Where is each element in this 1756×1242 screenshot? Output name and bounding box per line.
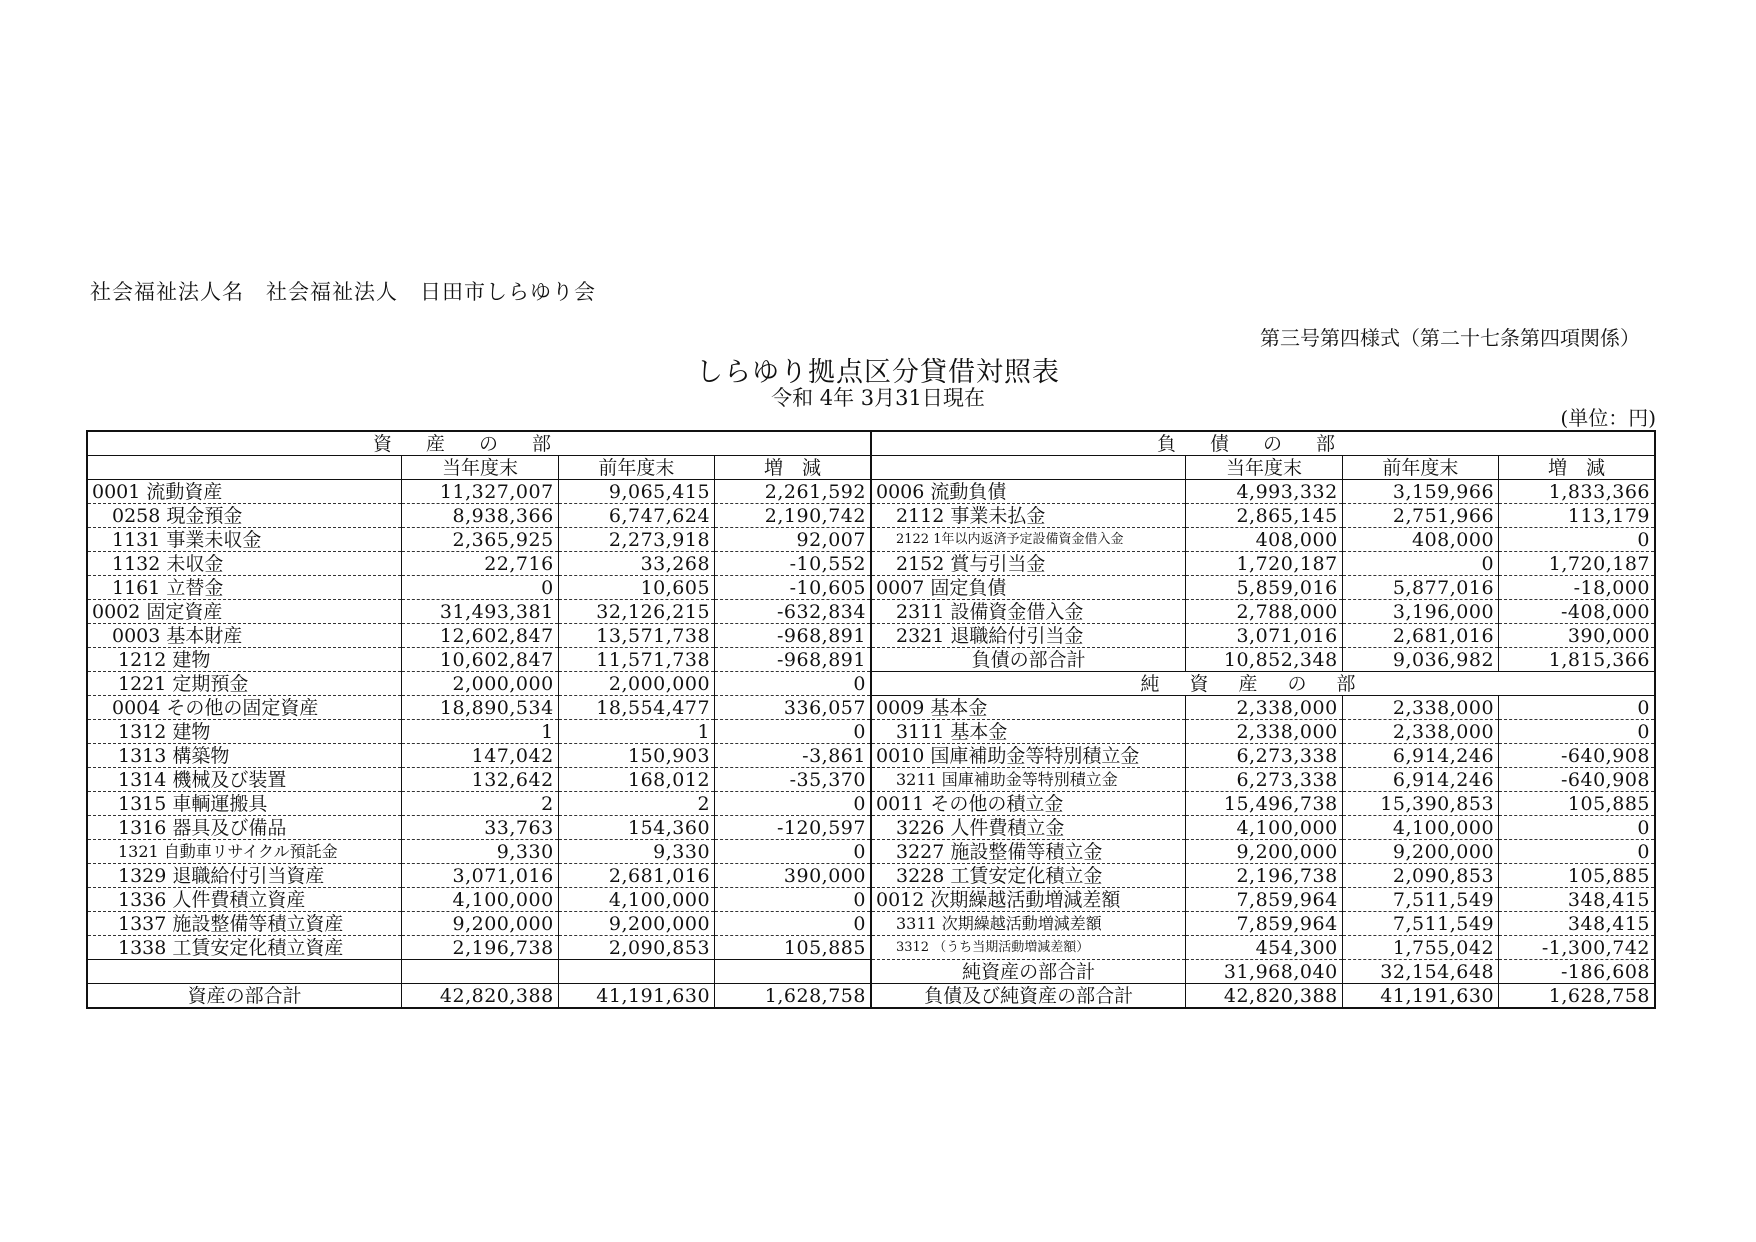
asset-prev-cell: 32,126,215 xyxy=(558,600,714,624)
liability-diff-cell: 113,179 xyxy=(1499,504,1655,528)
liability-name-cell: 3226 人件費積立金 xyxy=(871,816,1186,840)
liability-diff-cell: 348,415 xyxy=(1499,888,1655,912)
liability-net-total-current: 42,820,388 xyxy=(1186,984,1342,1009)
liability-cur-cell: 2,788,000 xyxy=(1186,600,1342,624)
liability-name-cell: 3211 国庫補助金等特別積立金 xyxy=(871,768,1186,792)
asset-cur-cell: 11,327,007 xyxy=(402,480,558,504)
liability-prev-cell: 9,200,000 xyxy=(1342,840,1498,864)
liability-section-header: 負債の部 xyxy=(871,431,1655,456)
liability-prev-cell: 3,159,966 xyxy=(1342,480,1498,504)
asset-name-cell: 1329 退職給付引当資産 xyxy=(87,864,402,888)
asset-prev-cell: 33,268 xyxy=(558,552,714,576)
asset-diff-cell: 336,057 xyxy=(715,696,871,720)
section-header-row xyxy=(87,431,1655,456)
liability-name-cell: 0007 固定負債 xyxy=(871,576,1186,600)
asset-diff-cell: 0 xyxy=(715,840,871,864)
asset-total-previous: 41,191,630 xyxy=(558,984,714,1009)
asset-cur-cell: 22,716 xyxy=(402,552,558,576)
asset-prev-cell: 13,571,738 xyxy=(558,624,714,648)
liability-diff-cell: 105,885 xyxy=(1499,864,1655,888)
asset-prev-cell xyxy=(558,960,714,984)
asset-cur-cell: 9,200,000 xyxy=(402,912,558,936)
asset-prev-cell: 2,000,000 xyxy=(558,672,714,696)
table-row xyxy=(87,744,1655,768)
asset-name-cell: 1316 器具及び備品 xyxy=(87,816,402,840)
asset-name-cell: 1131 事業未収金 xyxy=(87,528,402,552)
unit-label: (単位：円) xyxy=(1560,406,1656,430)
asset-cur-cell: 132,642 xyxy=(402,768,558,792)
liability-net-total-previous: 41,191,630 xyxy=(1342,984,1498,1009)
asset-name-cell: 0258 現金預金 xyxy=(87,504,402,528)
liability-cur-cell: 5,859,016 xyxy=(1186,576,1342,600)
asset-diff-cell: -10,552 xyxy=(715,552,871,576)
asset-prev-cell: 9,330 xyxy=(558,840,714,864)
liability-prev-cell: 32,154,648 xyxy=(1342,960,1498,984)
liability-name-cell: 0011 その他の積立金 xyxy=(871,792,1186,816)
liability-cur-cell: 2,338,000 xyxy=(1186,720,1342,744)
asset-cur-cell: 147,042 xyxy=(402,744,558,768)
asset-cur-cell: 33,763 xyxy=(402,816,558,840)
liability-name-cell: 2321 退職給付引当金 xyxy=(871,624,1186,648)
asset-cur-cell: 9,330 xyxy=(402,840,558,864)
asset-prev-cell: 4,100,000 xyxy=(558,888,714,912)
asset-name-cell xyxy=(87,960,402,984)
document-title: しらゆり拠点区分貸借対照表 xyxy=(696,357,1060,388)
liability-name-cell: 2311 設備資金借入金 xyxy=(871,600,1186,624)
liability-cur-cell: 10,852,348 xyxy=(1186,648,1342,672)
liability-cur-cell: 2,865,145 xyxy=(1186,504,1342,528)
liability-prev-cell: 2,338,000 xyxy=(1342,696,1498,720)
liability-diff-cell: 0 xyxy=(1499,696,1655,720)
asset-cur-cell: 4,100,000 xyxy=(402,888,558,912)
asset-diff-cell: 105,885 xyxy=(715,936,871,960)
liability-cur-cell: 6,273,338 xyxy=(1186,744,1342,768)
asset-prev-cell: 154,360 xyxy=(558,816,714,840)
liability-diff-cell: 1,815,366 xyxy=(1499,648,1655,672)
asset-cur-cell: 3,071,016 xyxy=(402,864,558,888)
liability-cur-cell: 15,496,738 xyxy=(1186,792,1342,816)
asset-cur-cell: 12,602,847 xyxy=(402,624,558,648)
liability-prev-cell: 3,196,000 xyxy=(1342,600,1498,624)
asset-cur-cell: 0 xyxy=(402,576,558,600)
asset-diff-cell: -968,891 xyxy=(715,624,871,648)
liability-diff-cell: 1,833,366 xyxy=(1499,480,1655,504)
asset-prev-cell: 11,571,738 xyxy=(558,648,714,672)
asset-total-change: 1,628,758 xyxy=(715,984,871,1009)
asset-diff-cell: -10,605 xyxy=(715,576,871,600)
asset-diff-cell: -35,370 xyxy=(715,768,871,792)
asset-diff-cell: -632,834 xyxy=(715,600,871,624)
asset-name-cell: 1313 構築物 xyxy=(87,744,402,768)
liability-name-cell: 純資産の部合計 xyxy=(871,960,1186,984)
asset-diff-cell: 2,190,742 xyxy=(715,504,871,528)
asset-prev-cell: 6,747,624 xyxy=(558,504,714,528)
table-row xyxy=(87,624,1655,648)
liability-prev-cell: 5,877,016 xyxy=(1342,576,1498,600)
asset-name-cell: 1336 人件費積立資産 xyxy=(87,888,402,912)
asset-name-cell: 1312 建物 xyxy=(87,720,402,744)
liability-prev-cell: 2,090,853 xyxy=(1342,864,1498,888)
liability-prev-cell: 2,751,966 xyxy=(1342,504,1498,528)
asset-total-current: 42,820,388 xyxy=(402,984,558,1009)
asset-name-cell: 0004 その他の固定資産 xyxy=(87,696,402,720)
table-row xyxy=(87,864,1655,888)
asset-prev-cell: 168,012 xyxy=(558,768,714,792)
asset-diff-cell: 0 xyxy=(715,792,871,816)
liability-prev-cell: 0 xyxy=(1342,552,1498,576)
asset-prev-cell: 9,065,415 xyxy=(558,480,714,504)
asset-cur-cell: 1 xyxy=(402,720,558,744)
table-row xyxy=(87,672,1655,696)
liability-prev-cell: 4,100,000 xyxy=(1342,816,1498,840)
liability-cur-cell: 2,196,738 xyxy=(1186,864,1342,888)
asset-name-cell: 0001 流動資産 xyxy=(87,480,402,504)
asset-name-cell: 1315 車輌運搬具 xyxy=(87,792,402,816)
table-row xyxy=(87,696,1655,720)
asset-previous-header: 前年度末 xyxy=(558,456,714,480)
totals-row xyxy=(87,984,1655,1009)
liability-prev-cell: 6,914,246 xyxy=(1342,768,1498,792)
liability-diff-cell: -18,000 xyxy=(1499,576,1655,600)
asset-name-header xyxy=(87,456,402,480)
liability-diff-cell: -186,608 xyxy=(1499,960,1655,984)
liability-prev-cell: 7,511,549 xyxy=(1342,912,1498,936)
liability-name-cell: 2122 1年以内返済予定設備資金借入金 xyxy=(871,528,1186,552)
liability-diff-cell: 390,000 xyxy=(1499,624,1655,648)
table-row xyxy=(87,816,1655,840)
balance-sheet-table xyxy=(86,430,1656,1009)
liability-cur-cell: 4,993,332 xyxy=(1186,480,1342,504)
table-row xyxy=(87,552,1655,576)
column-header-row xyxy=(87,456,1655,480)
asset-prev-cell: 2,090,853 xyxy=(558,936,714,960)
asset-change-header: 増 減 xyxy=(715,456,871,480)
asset-name-cell: 0003 基本財産 xyxy=(87,624,402,648)
asset-name-cell: 1321 自動車リサイクル預託金 xyxy=(87,840,402,864)
asset-diff-cell: 2,261,592 xyxy=(715,480,871,504)
table-row xyxy=(87,480,1655,504)
liability-name-cell: 0006 流動負債 xyxy=(871,480,1186,504)
table-row xyxy=(87,840,1655,864)
liability-prev-cell: 9,036,982 xyxy=(1342,648,1498,672)
liability-prev-cell: 408,000 xyxy=(1342,528,1498,552)
liability-diff-cell: -640,908 xyxy=(1499,768,1655,792)
asset-diff-cell: 0 xyxy=(715,672,871,696)
liability-current-header: 当年度末 xyxy=(1186,456,1342,480)
asset-cur-cell: 2,000,000 xyxy=(402,672,558,696)
table-row xyxy=(87,912,1655,936)
asset-diff-cell: 390,000 xyxy=(715,864,871,888)
liability-cur-cell: 454,300 xyxy=(1186,936,1342,960)
asset-name-cell: 1338 工賃安定化積立資産 xyxy=(87,936,402,960)
asset-prev-cell: 150,903 xyxy=(558,744,714,768)
asset-section-header: 資産の部 xyxy=(87,431,871,456)
asset-name-cell: 1314 機械及び装置 xyxy=(87,768,402,792)
asset-name-cell: 1337 施設整備等積立資産 xyxy=(87,912,402,936)
asset-name-cell: 1221 定期預金 xyxy=(87,672,402,696)
liability-cur-cell: 7,859,964 xyxy=(1186,888,1342,912)
liability-name-header xyxy=(871,456,1186,480)
liability-cur-cell: 9,200,000 xyxy=(1186,840,1342,864)
liability-net-total-change: 1,628,758 xyxy=(1499,984,1655,1009)
liability-prev-cell: 2,681,016 xyxy=(1342,624,1498,648)
table-row xyxy=(87,576,1655,600)
form-reference: 第三号第四様式（第二十七条第四項関係） xyxy=(1260,326,1640,350)
liability-name-cell: 0009 基本金 xyxy=(871,696,1186,720)
asset-cur-cell xyxy=(402,960,558,984)
liability-cur-cell: 31,968,040 xyxy=(1186,960,1342,984)
organization-name: 社会福祉法人名 社会福祉法人 日田市しらゆり会 xyxy=(90,280,596,304)
asset-prev-cell: 10,605 xyxy=(558,576,714,600)
liability-name-cell: 3227 施設整備等積立金 xyxy=(871,840,1186,864)
liability-cur-cell: 2,338,000 xyxy=(1186,696,1342,720)
liability-name-cell: 0012 次期繰越活動増減差額 xyxy=(871,888,1186,912)
asset-diff-cell: 0 xyxy=(715,888,871,912)
liability-prev-cell: 7,511,549 xyxy=(1342,888,1498,912)
liability-diff-cell: 105,885 xyxy=(1499,792,1655,816)
liability-diff-cell: -1,300,742 xyxy=(1499,936,1655,960)
asset-diff-cell: -120,597 xyxy=(715,816,871,840)
liability-change-header: 増 減 xyxy=(1499,456,1655,480)
liability-diff-cell: 0 xyxy=(1499,528,1655,552)
table-row xyxy=(87,768,1655,792)
liability-name-cell: 負債の部合計 xyxy=(871,648,1186,672)
asset-cur-cell: 18,890,534 xyxy=(402,696,558,720)
liability-diff-cell: 0 xyxy=(1499,720,1655,744)
asset-cur-cell: 2 xyxy=(402,792,558,816)
liability-net-total-label: 負債及び純資産の部合計 xyxy=(871,984,1186,1009)
liability-name-cell: 2112 事業未払金 xyxy=(871,504,1186,528)
asset-diff-cell: 0 xyxy=(715,912,871,936)
liability-diff-cell: 0 xyxy=(1499,816,1655,840)
table-row xyxy=(87,720,1655,744)
net-asset-section-header: 純資産の部 xyxy=(871,672,1655,696)
table-row xyxy=(87,792,1655,816)
liability-cur-cell: 408,000 xyxy=(1186,528,1342,552)
liability-name-cell: 3312 （うち当期活動増減差額） xyxy=(871,936,1186,960)
asset-cur-cell: 10,602,847 xyxy=(402,648,558,672)
liability-name-cell: 3228 工賃安定化積立金 xyxy=(871,864,1186,888)
liability-diff-cell: 0 xyxy=(1499,840,1655,864)
table-row xyxy=(87,528,1655,552)
asset-cur-cell: 31,493,381 xyxy=(402,600,558,624)
liability-name-cell: 3111 基本金 xyxy=(871,720,1186,744)
liability-name-cell: 2152 賞与引当金 xyxy=(871,552,1186,576)
liability-cur-cell: 4,100,000 xyxy=(1186,816,1342,840)
liability-diff-cell: -408,000 xyxy=(1499,600,1655,624)
asset-name-cell: 0002 固定資産 xyxy=(87,600,402,624)
asset-diff-cell: 0 xyxy=(715,720,871,744)
asset-diff-cell: -3,861 xyxy=(715,744,871,768)
liability-name-cell: 3311 次期繰越活動増減差額 xyxy=(871,912,1186,936)
liability-prev-cell: 2,338,000 xyxy=(1342,720,1498,744)
asset-prev-cell: 18,554,477 xyxy=(558,696,714,720)
asset-prev-cell: 2 xyxy=(558,792,714,816)
liability-name-cell: 0010 国庫補助金等特別積立金 xyxy=(871,744,1186,768)
asset-prev-cell: 2,681,016 xyxy=(558,864,714,888)
liability-previous-header: 前年度末 xyxy=(1342,456,1498,480)
liability-diff-cell: 348,415 xyxy=(1499,912,1655,936)
liability-cur-cell: 3,071,016 xyxy=(1186,624,1342,648)
liability-cur-cell: 7,859,964 xyxy=(1186,912,1342,936)
asset-prev-cell: 1 xyxy=(558,720,714,744)
liability-cur-cell: 1,720,187 xyxy=(1186,552,1342,576)
asset-diff-cell xyxy=(715,960,871,984)
liability-prev-cell: 1,755,042 xyxy=(1342,936,1498,960)
asset-current-header: 当年度末 xyxy=(402,456,558,480)
asset-diff-cell: 92,007 xyxy=(715,528,871,552)
table-row xyxy=(87,888,1655,912)
asset-name-cell: 1132 未収金 xyxy=(87,552,402,576)
asset-cur-cell: 2,196,738 xyxy=(402,936,558,960)
asset-cur-cell: 8,938,366 xyxy=(402,504,558,528)
table-row xyxy=(87,600,1655,624)
asset-total-label: 資産の部合計 xyxy=(87,984,402,1009)
document-date: 令和 4年 3月31日現在 xyxy=(771,386,985,410)
asset-name-cell: 1161 立替金 xyxy=(87,576,402,600)
table-row xyxy=(87,960,1655,984)
asset-prev-cell: 9,200,000 xyxy=(558,912,714,936)
liability-prev-cell: 15,390,853 xyxy=(1342,792,1498,816)
asset-cur-cell: 2,365,925 xyxy=(402,528,558,552)
liability-diff-cell: -640,908 xyxy=(1499,744,1655,768)
liability-diff-cell: 1,720,187 xyxy=(1499,552,1655,576)
table-row xyxy=(87,504,1655,528)
liability-prev-cell: 6,914,246 xyxy=(1342,744,1498,768)
liability-cur-cell: 6,273,338 xyxy=(1186,768,1342,792)
asset-diff-cell: -968,891 xyxy=(715,648,871,672)
table-row xyxy=(87,936,1655,960)
table-row xyxy=(87,648,1655,672)
asset-prev-cell: 2,273,918 xyxy=(558,528,714,552)
asset-name-cell: 1212 建物 xyxy=(87,648,402,672)
